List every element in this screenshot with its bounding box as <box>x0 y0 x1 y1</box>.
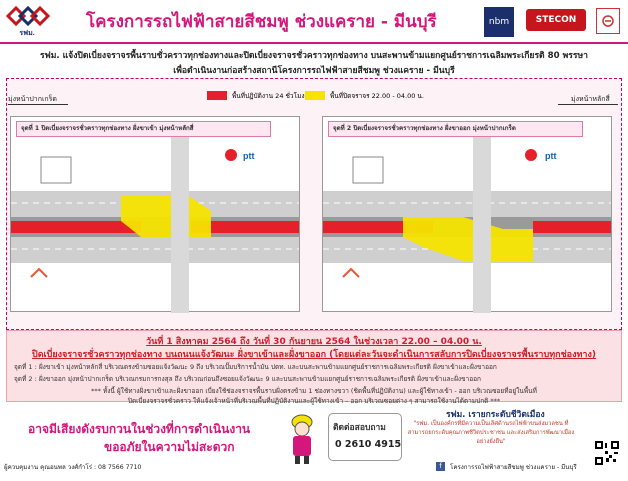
arrow-icon <box>31 269 47 277</box>
direction-left-arrow <box>8 104 68 105</box>
panel-2-caption: จุดที่ 2 ปิดเบี่ยงจราจรชั่วคราวทุกช่องทาง ฝั่งขาออก มุ่งหน้าปากเกร็ด <box>328 121 583 137</box>
qr-code-icon <box>594 440 620 466</box>
contact-label: ติดต่อสอบถาม <box>333 423 386 433</box>
map-panel-point-1 <box>10 116 300 312</box>
point-2-description: จุดที่ 2 : ฝั่งขาออก มุ่งหน้าปากเกร็ด บริเวณกรมการกงสุล ถึง บริเวณก่อนถึงซอยแจ้งวัฒนะ 9 และบนสะพานข้ามแยกศูนย์ราชการเฉลิมพระเกียรติ ฝั่งขาเข้าและฝั่งขาออก <box>14 375 481 383</box>
legend-yellow-label: พื้นที่ปิดจราจร 22.00 - 04.00 น. <box>330 92 424 100</box>
mrta-logo <box>4 6 50 38</box>
slogan-text: "รฟม. เป็นองค์กรที่มีความเป็นเลิศด้านรถไฟฟ้าขนส่งมวลชน ที่สามารถยกระดับคุณภาพชีวิตประชาชน และส่งเสริมการพัฒนาเมืองอย่างยั่งยืน" <box>407 421 575 445</box>
legend-yellow-swatch <box>305 91 325 100</box>
shell-icon <box>225 149 237 161</box>
ptt-sign: ptt <box>243 151 255 161</box>
direction-left-label: มุ่งหน้าปากเกร็ด <box>8 95 57 103</box>
ptt-sign: ptt <box>545 151 557 161</box>
ch-karnchang-logo <box>596 8 620 34</box>
notice-line-2: เพื่อดำเนินงานก่อสร้างสถานีโครงการรถไฟฟ้าสายสีชมพู ช่วงแคราย - มีนบุรี <box>173 66 455 76</box>
page-title: โครงการรถไฟฟ้าสายสีชมพู ช่วงแคราย - มีนบุรี <box>86 12 437 32</box>
shell-icon <box>525 149 537 161</box>
ch-emblem-icon <box>601 14 615 28</box>
apology: ขออภัยในความไม่สะดวก <box>104 440 235 454</box>
arrow-icon <box>343 269 359 277</box>
note-line-1: *** ทั้งนี้ ผู้ใช้ทางฝั่งขาเข้าและฝั่งขาออก เบี่ยงใช้ช่องจราจรพื้นราบฝั่งตรงข้าม 1 ช่องทางขวา (ชิดพื้นที่ปฏิบัติงาน) และผู้ใช้ทางเข้า - ออก บริเวณซอยที่อยู่ในพื้นที่ <box>91 387 537 395</box>
svg-text:รฟม.: รฟม. <box>19 30 35 37</box>
facebook-icon[interactable]: f <box>436 462 445 471</box>
route-name: ช่วงแคราย - มีนบุรี <box>294 12 437 32</box>
point-1-description: จุดที่ 1 : ฝั่งขาเข้า มุ่งหน้าหลักสี่ บริเวณตรงข้ามซอยแจ้งวัฒนะ 9 ถึง บริเวณปั๊มบริการน้ำมัน ปตท. และบนสะพานข้ามแยกศูนย์ราชการเฉลิมพระเกียรติ ฝั่งขาเข้าและฝั่งขาออก <box>14 363 497 371</box>
facebook-page-name[interactable]: โครงการรถไฟฟ้าสายสีชมพู ช่วงแคราย - มีนบุรี <box>450 464 577 471</box>
noise-warning: อาจมีเสียงดังรบกวนในช่วงที่การดำเนินงาน <box>28 422 251 436</box>
header-divider <box>0 42 628 44</box>
supervisor-contact: ผู้ควบคุมงาน คุณอนพล วงศ์กำโร่ : 08 7566 7710 <box>4 464 142 471</box>
date-range: วันที่ 1 สิงหาคม 2564 ถึง วันที่ 30 กันยายน 2564 ในช่วงเวลา 22.00 – 04.00 น. <box>146 337 482 347</box>
worker-icon <box>285 412 319 464</box>
map-panel-point-2 <box>322 116 612 312</box>
panel-2-map <box>323 137 611 313</box>
legend-red-label: พื้นที่ปฏิบัติงาน 24 ชั่วโมง <box>232 92 305 100</box>
slogan-title: รฟม. เรายกระดับชีวิตเมือง <box>446 410 545 420</box>
work-zone-red <box>11 221 141 233</box>
closure-summary: ปิดเบี่ยงจราจรชั่วคราวทุกช่องทาง บนถนนแจ้งวัฒนะ ฝั่งขาเข้าและฝั่งขาออก (โดยแต่ละวันจะดำเนินการสลับการปิดเบี่ยงจราจรพื้นราบทุกช่องทาง) <box>32 350 596 360</box>
notice-line-1: รฟม. แจ้งปิดเบี่ยงจราจรพื้นราบชั่วคราวทุกช่องทางและปิดเบี่ยงจราจรชั่วคราวทุกช่องทาง บนสะพานข้ามแยกศูนย์ราชการเฉลิมพระเกียรติ 80 พรรษา <box>40 51 588 61</box>
legend-red-swatch <box>207 91 227 100</box>
panel-1-map <box>11 137 299 313</box>
direction-right-label: มุ่งหน้าหลักสี่ <box>571 95 610 103</box>
nbm-logo: nbm <box>484 7 514 37</box>
contact-box <box>328 413 402 461</box>
work-zone-red <box>533 221 611 233</box>
note-line-2: ปิดเบี่ยงจราจรชั่วคราว ให้แจ้งเจ้าหน้าที่บริเวณพื้นที่ปฏิบัติงานและผู้ใช้ทางเข้า – ออก บริเวณซอยต่าง ๆ สามารถใช้งานได้ตามปกติ *** <box>127 397 501 405</box>
panel-1-caption: จุดที่ 1 ปิดเบี่ยงจราจรชั่วคราวทุกช่องทาง ฝั่งขาเข้า มุ่งหน้าหลักสี่ <box>16 121 271 137</box>
contact-phone[interactable]: 0 2610 4915 <box>335 439 402 450</box>
stecon-logo: STECON <box>526 9 586 31</box>
direction-right-arrow <box>558 104 618 105</box>
